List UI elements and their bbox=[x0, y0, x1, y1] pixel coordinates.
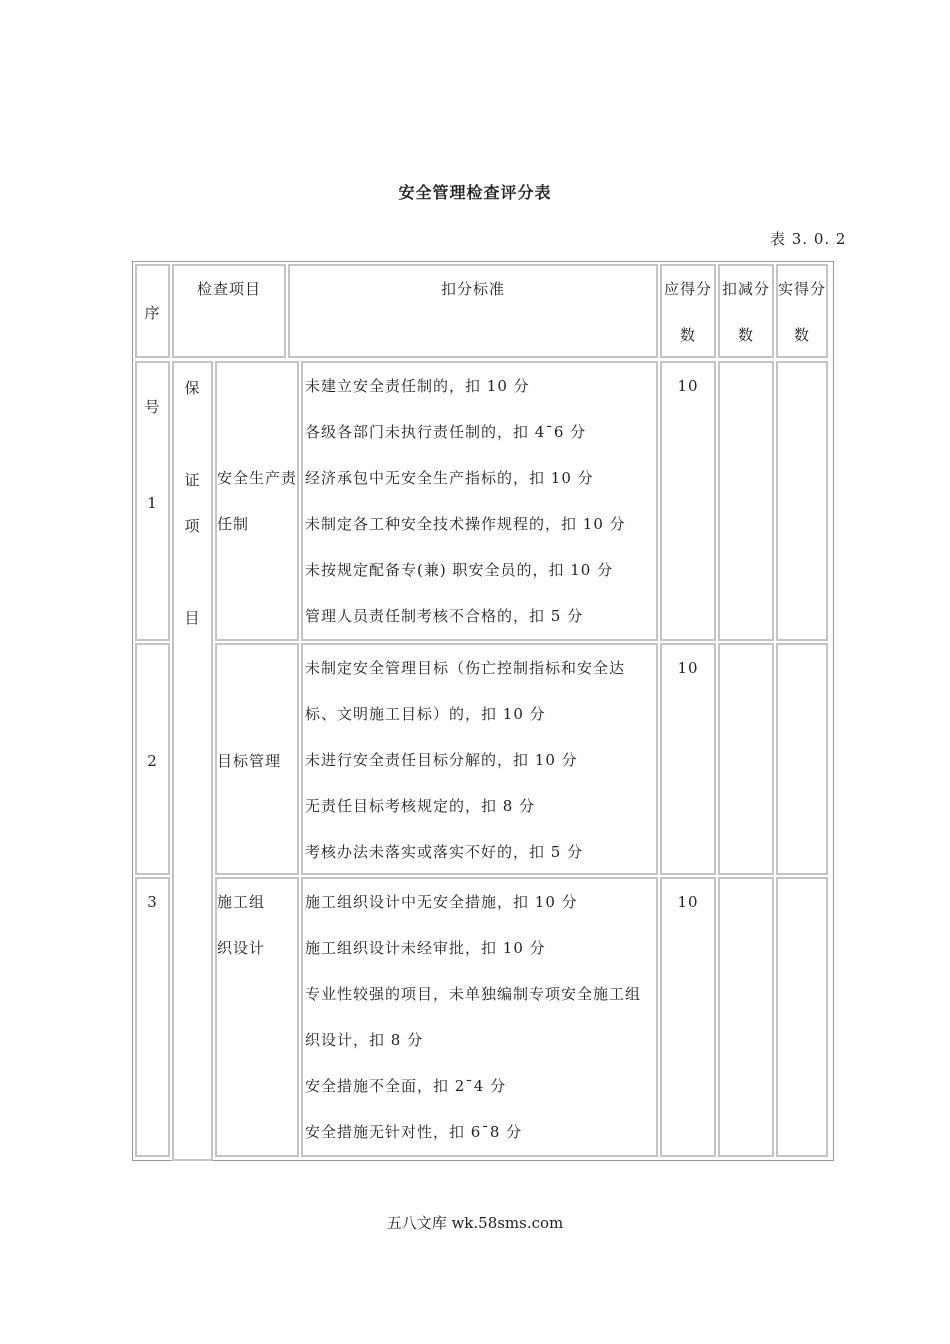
group-label-char: 目 bbox=[184, 609, 201, 627]
row-2-due bbox=[660, 643, 716, 875]
criteria-line: 未进行安全责任目标分解的，扣 10 分 bbox=[305, 751, 578, 769]
row-1-criteria bbox=[301, 361, 658, 641]
row-item-text: 施工组 bbox=[217, 893, 266, 911]
header-act-label-2: 数 bbox=[793, 326, 810, 344]
row-1-due bbox=[660, 361, 716, 641]
row-3-due bbox=[660, 877, 716, 1157]
criteria-line: 考核办法未落实或落实不好的，扣 5 分 bbox=[305, 843, 584, 861]
criteria-line: 安全措施无针对性，扣 6¯8 分 bbox=[305, 1123, 523, 1141]
row-3-actual bbox=[776, 877, 828, 1157]
row-1-deducted bbox=[718, 361, 774, 641]
row-no-text: 1 bbox=[147, 494, 158, 512]
criteria-line: 未按规定配备专(兼) 职安全员的，扣 10 分 bbox=[305, 561, 614, 579]
criteria-line: 各级各部门未执行责任制的，扣 4¯6 分 bbox=[305, 423, 587, 441]
row-item-text: 任制 bbox=[217, 515, 250, 533]
row-no-text: 2 bbox=[147, 752, 158, 770]
criteria-line: 施工组织设计未经审批，扣 10 分 bbox=[305, 939, 546, 957]
header-due-score bbox=[660, 264, 716, 358]
header-deducted-score bbox=[718, 264, 774, 358]
header-criteria-label: 扣分标准 bbox=[440, 280, 505, 298]
header-no-label: 序号 bbox=[144, 304, 161, 416]
row-no-text: 3 bbox=[147, 893, 158, 911]
header-no bbox=[135, 264, 170, 416]
row-2-criteria bbox=[301, 643, 658, 875]
criteria-line: 专业性较强的项目，未单独编制专项安全施工组 bbox=[305, 985, 642, 1003]
header-due-label-2: 数 bbox=[679, 326, 696, 344]
criteria-line: 标、文明施工目标）的，扣 10 分 bbox=[305, 705, 546, 723]
criteria-line: 无责任目标考核规定的，扣 8 分 bbox=[305, 797, 536, 815]
criteria-line: 安全措施不全面，扣 2¯4 分 bbox=[305, 1077, 507, 1095]
row-3-no bbox=[135, 877, 170, 1157]
header-ded-label-1: 扣减分 bbox=[721, 280, 770, 298]
due-score-value: 10 bbox=[677, 377, 699, 395]
row-3-deducted bbox=[718, 877, 774, 1157]
row-item-text: 安全生产责 bbox=[217, 469, 298, 487]
criteria-line: 管理人员责任制考核不合格的，扣 5 分 bbox=[305, 607, 584, 625]
row-3-item bbox=[215, 877, 299, 1157]
group-label-char: 保 bbox=[184, 379, 201, 397]
due-score-value: 10 bbox=[677, 893, 699, 911]
header-item-label: 检查项目 bbox=[196, 280, 261, 298]
criteria-line: 未制定安全管理目标（伤亡控制指标和安全达 bbox=[305, 659, 626, 677]
criteria-line: 未建立安全责任制的，扣 10 分 bbox=[305, 377, 530, 395]
row-item-text: 织设计 bbox=[217, 939, 266, 957]
group-label-cell bbox=[172, 361, 213, 1161]
row-2-no bbox=[135, 643, 170, 875]
group-label-char: 证 bbox=[184, 471, 201, 489]
row-2-deducted bbox=[718, 643, 774, 875]
table-number: 表 3. 0. 2 bbox=[770, 230, 847, 248]
row-3-criteria bbox=[301, 877, 658, 1157]
header-ded-label-2: 数 bbox=[737, 326, 754, 344]
footer-watermark: 五八文库 wk.58sms.com bbox=[386, 1214, 564, 1232]
header-act-label-1: 实得分 bbox=[778, 280, 827, 298]
criteria-line: 未制定各工种安全技术操作规程的，扣 10 分 bbox=[305, 515, 626, 533]
criteria-line: 织设计，扣 8 分 bbox=[305, 1031, 424, 1049]
row-1-no bbox=[135, 361, 170, 641]
row-1-actual bbox=[776, 361, 828, 641]
group-label-char: 项 bbox=[184, 517, 201, 535]
criteria-line: 经济承包中无安全生产指标的，扣 10 分 bbox=[305, 469, 594, 487]
row-2-actual bbox=[776, 643, 828, 875]
due-score-value: 10 bbox=[677, 659, 699, 677]
criteria-line: 施工组织设计中无安全措施，扣 10 分 bbox=[305, 893, 578, 911]
row-2-item bbox=[215, 643, 299, 875]
page-title: 安全管理检查评分表 bbox=[398, 183, 552, 202]
header-due-label-1: 应得分 bbox=[663, 280, 712, 298]
header-criteria bbox=[288, 264, 658, 358]
header-item bbox=[172, 264, 286, 358]
row-1-item bbox=[215, 361, 299, 641]
row-item-text: 目标管理 bbox=[217, 752, 282, 770]
header-actual-score bbox=[776, 264, 828, 358]
